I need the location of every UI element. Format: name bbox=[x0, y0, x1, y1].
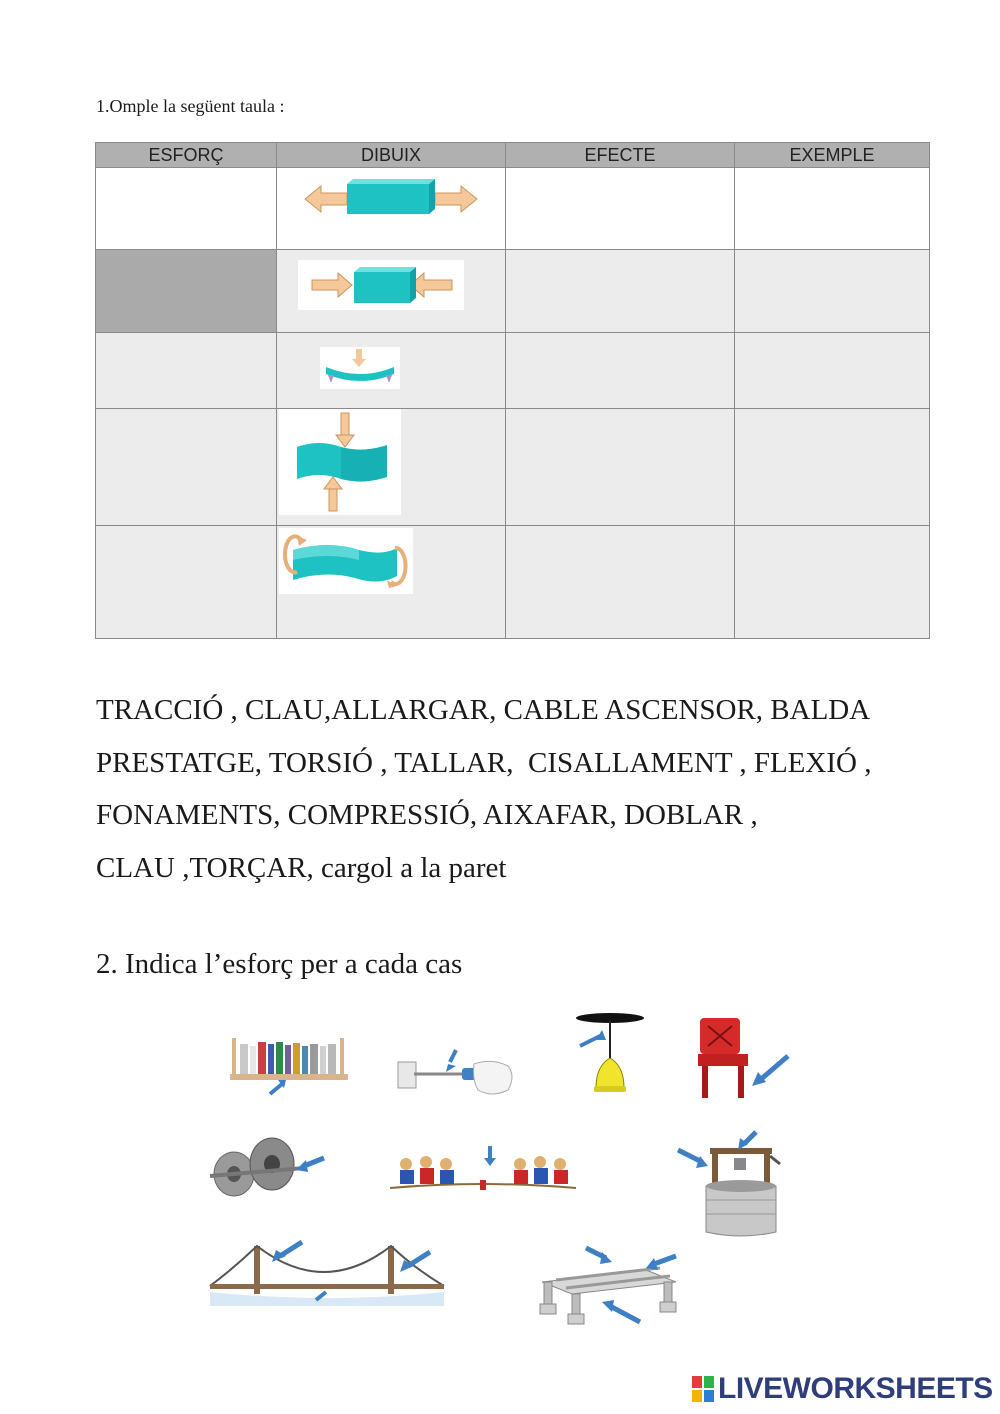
table-row bbox=[96, 168, 930, 250]
dibuix-cell bbox=[277, 168, 506, 250]
efecte-cell[interactable] bbox=[506, 409, 735, 526]
word-bank bbox=[96, 684, 936, 894]
bending-drawing-icon bbox=[320, 347, 400, 389]
stress-table bbox=[95, 142, 930, 639]
bookshelf-icon bbox=[226, 1034, 352, 1098]
table-row bbox=[96, 333, 930, 409]
liveworksheets-logo bbox=[692, 1372, 993, 1406]
header-efecte: EFECTE bbox=[506, 143, 735, 168]
word-bank-line: TRACCIÓ , CLAU,ALLARGAR, CABLE ASCENSOR, BALDA bbox=[96, 694, 871, 726]
efecte-cell[interactable] bbox=[506, 250, 735, 333]
hanging-lamp-icon bbox=[572, 1010, 648, 1096]
suspension-bridge-icon bbox=[208, 1234, 446, 1306]
exemple-cell[interactable] bbox=[735, 409, 930, 526]
exercise-1-instruction: 1.Omple la següent taula : bbox=[96, 96, 285, 116]
traction-drawing-icon bbox=[301, 178, 481, 220]
pulley-wheels-icon bbox=[208, 1134, 326, 1200]
word-bank-line: CLAU ,TORÇAR, cargol a la paret bbox=[96, 851, 507, 884]
table-row bbox=[96, 250, 930, 333]
torsion-drawing-icon bbox=[279, 528, 413, 594]
exercise-2-instruction: 2. Indica l’esforç per a cada cas bbox=[96, 948, 463, 980]
esforc-cell[interactable] bbox=[96, 250, 277, 333]
dibuix-cell bbox=[277, 333, 506, 409]
table-row bbox=[96, 526, 930, 639]
esforc-cell[interactable] bbox=[96, 409, 277, 526]
header-dibuix: DIBUIX bbox=[277, 143, 506, 168]
water-well-icon bbox=[676, 1130, 786, 1240]
dibuix-cell bbox=[277, 526, 506, 639]
esforc-cell[interactable] bbox=[96, 333, 277, 409]
exemple-cell[interactable] bbox=[735, 250, 930, 333]
efecte-cell[interactable] bbox=[506, 526, 735, 639]
shear-drawing-icon bbox=[279, 409, 401, 515]
efecte-cell[interactable] bbox=[506, 168, 735, 250]
header-exemple: EXEMPLE bbox=[735, 143, 930, 168]
dibuix-cell bbox=[277, 409, 506, 526]
dibuix-cell bbox=[277, 250, 506, 333]
compression-drawing-icon bbox=[298, 260, 464, 310]
exemple-cell[interactable] bbox=[735, 333, 930, 409]
logo-text: LIVEWORKSHEETS bbox=[718, 1372, 993, 1405]
exemple-cell[interactable] bbox=[735, 168, 930, 250]
table-header-row bbox=[96, 143, 930, 168]
tug-of-war-icon bbox=[386, 1144, 580, 1202]
exemple-cell[interactable] bbox=[735, 526, 930, 639]
word-bank-line: FONAMENTS, COMPRESSIÓ, AIXAFAR, DOBLAR , bbox=[96, 799, 758, 831]
table-row bbox=[96, 409, 930, 526]
header-esforc: ESFORÇ bbox=[96, 143, 277, 168]
esforc-cell[interactable] bbox=[96, 168, 277, 250]
esforc-cell[interactable] bbox=[96, 526, 277, 639]
word-bank-line: PRESTATGE, TORSIÓ , TALLAR, CISALLAMENT , FLEXIÓ , bbox=[96, 746, 872, 779]
chair-icon bbox=[692, 1014, 792, 1100]
liveworksheets-logo-icon bbox=[692, 1376, 714, 1402]
efecte-cell[interactable] bbox=[506, 333, 735, 409]
pergola-structure-icon bbox=[536, 1242, 682, 1328]
screwdriver-hand-icon bbox=[396, 1046, 520, 1102]
